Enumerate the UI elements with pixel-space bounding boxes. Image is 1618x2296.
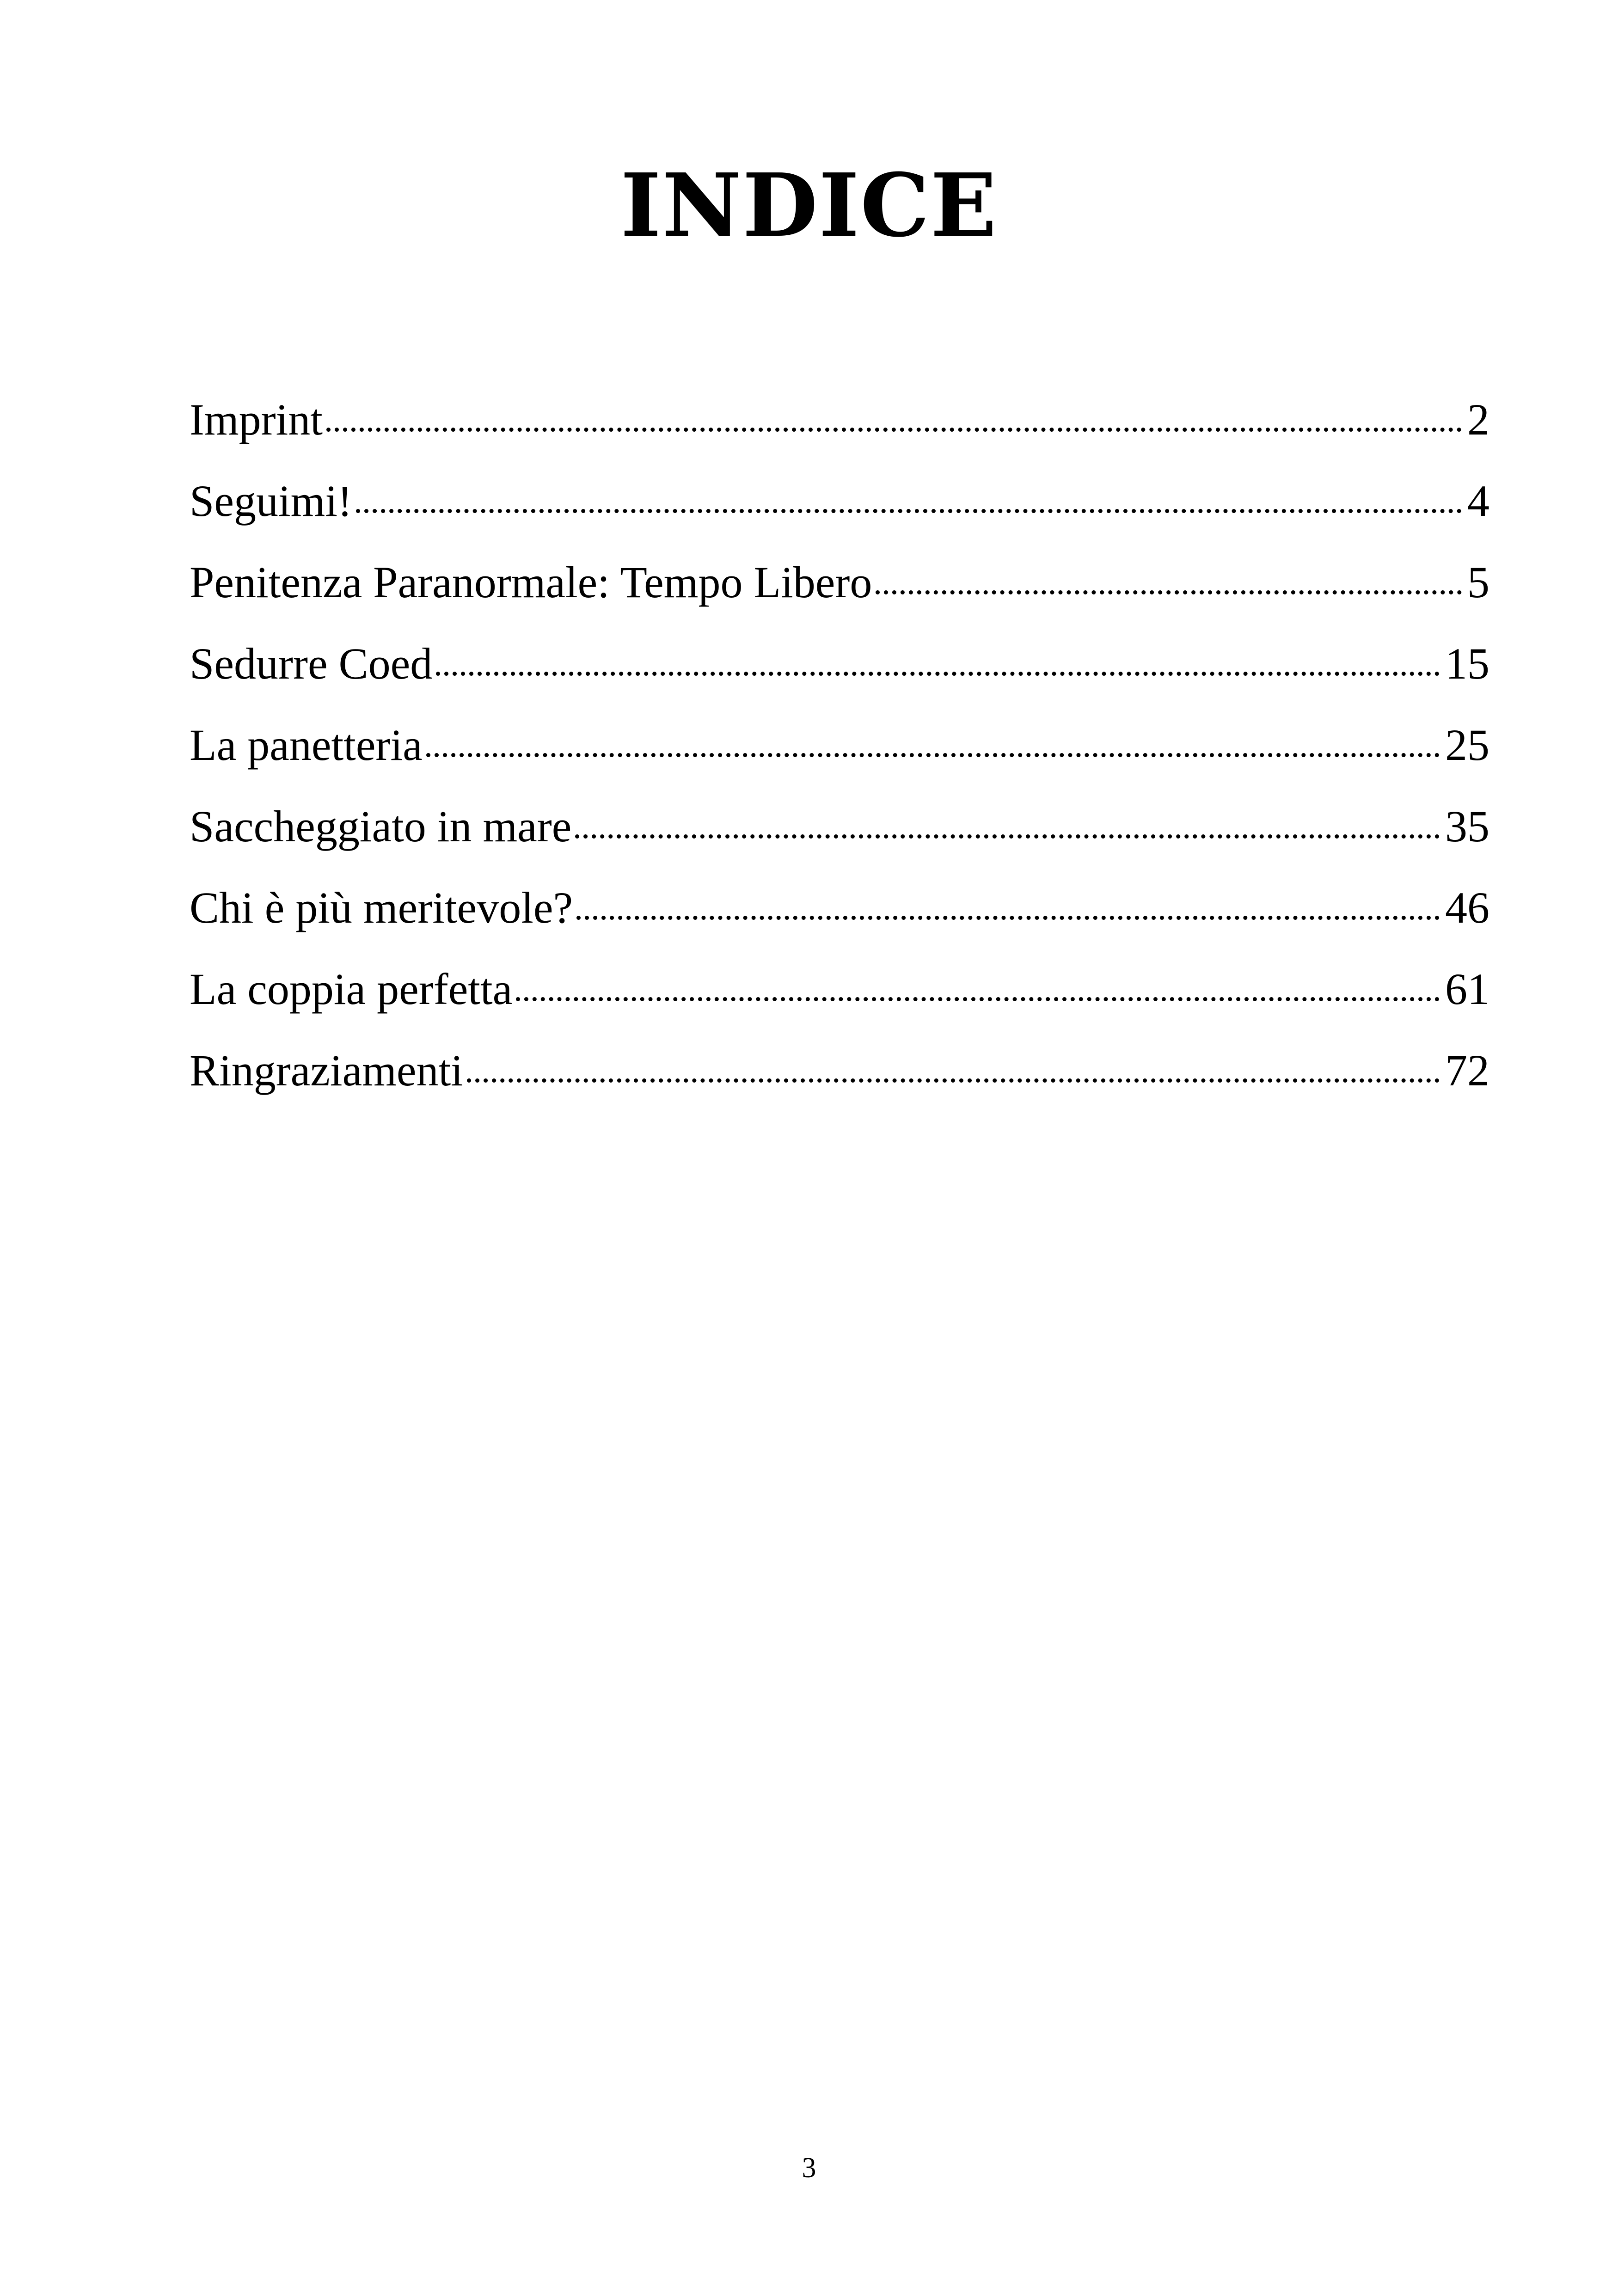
dot-leader xyxy=(576,876,1440,923)
toc-entry-seguimi[interactable] xyxy=(190,470,1489,551)
dot-leader xyxy=(876,551,1462,597)
toc-entry-page: 5 xyxy=(1467,557,1489,607)
toc-entry-title: La coppia perfetta xyxy=(190,964,513,1014)
toc-entry-title: Seguimi! xyxy=(190,476,352,526)
toc-entry-title: Imprint xyxy=(190,395,323,444)
toc-entry-page: 61 xyxy=(1445,964,1489,1014)
toc-entry-page: 72 xyxy=(1445,1046,1489,1095)
page-number: 3 xyxy=(802,2152,816,2184)
toc-entry-title: La panetteria xyxy=(190,720,423,770)
toc-entry-title: Chi è più meritevole? xyxy=(190,883,573,932)
toc-entry-chi-e-piu-meritevole[interactable] xyxy=(190,876,1489,958)
toc-entry-page: 35 xyxy=(1445,802,1489,851)
dot-leader xyxy=(516,958,1440,1004)
toc-entry-saccheggiato-in-mare[interactable] xyxy=(190,795,1489,876)
toc-entry-penitenza-paranormale[interactable] xyxy=(190,551,1489,632)
dot-leader xyxy=(436,632,1440,679)
toc-entry-sedurre-coed[interactable] xyxy=(190,632,1489,714)
toc-entry-title: Sedurre Coed xyxy=(190,639,433,688)
toc-entry-title: Saccheggiato in mare xyxy=(190,802,572,851)
toc-entry-ringraziamenti[interactable] xyxy=(190,1039,1489,1120)
toc-entry-page: 25 xyxy=(1445,720,1489,770)
toc-entry-la-coppia-perfetta[interactable] xyxy=(190,958,1489,1039)
dot-leader xyxy=(575,795,1440,841)
dot-leader xyxy=(356,470,1462,516)
toc-entry-page: 2 xyxy=(1467,395,1489,444)
dot-leader xyxy=(326,388,1462,435)
toc-entry-title: Ringraziamenti xyxy=(190,1046,463,1095)
toc-entry-imprint[interactable] xyxy=(190,388,1489,470)
page-title: INDICE xyxy=(620,154,998,257)
toc-entry-page: 15 xyxy=(1445,639,1489,688)
dot-leader xyxy=(426,714,1440,760)
dot-leader xyxy=(467,1039,1440,1085)
toc-entry-la-panetteria[interactable] xyxy=(190,714,1489,795)
toc-entry-title: Penitenza Paranormale: Tempo Libero xyxy=(190,557,872,607)
toc-entry-page: 46 xyxy=(1445,883,1489,932)
table-of-contents xyxy=(190,388,1489,1120)
toc-entry-page: 4 xyxy=(1467,476,1489,526)
